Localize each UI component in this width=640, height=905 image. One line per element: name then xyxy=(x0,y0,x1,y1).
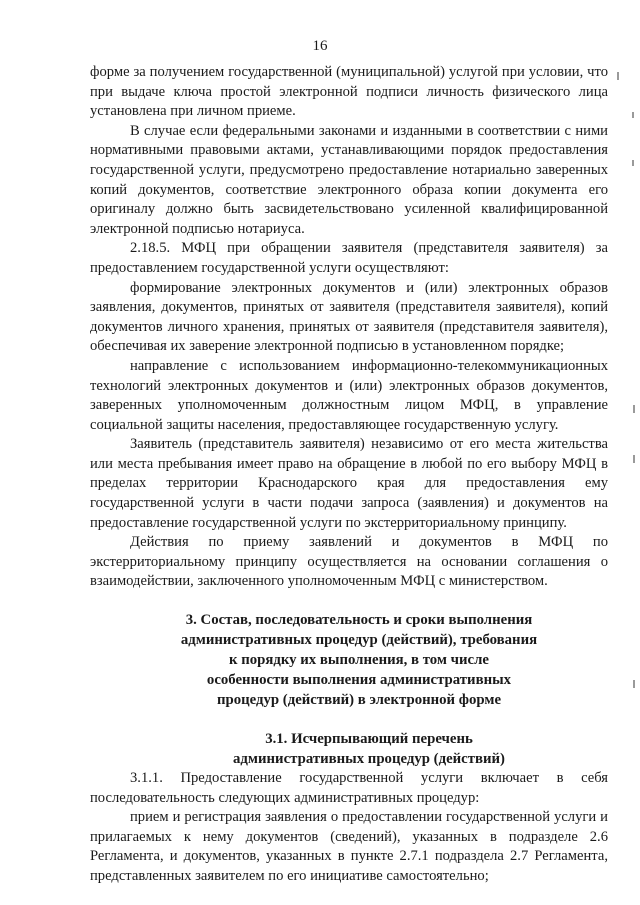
page-number: 16 xyxy=(312,38,328,54)
section-heading-line: процедур (действий) в электронной форме xyxy=(216,692,502,709)
paragraph: направление с использованием информационно-телекоммуникационных технологий электронных документов и (или) электронных образов документов, заверенных уполномоченным должностным лицом МФЦ, в управление социальной защиты населения, предоставляющее государственную услугу. xyxy=(90,357,608,433)
paragraph: 2.18.5. МФЦ при обращении заявителя (представителя заявителя) за предоставлением государственной услуги осуществляют: xyxy=(90,240,608,276)
scan-artifact-mark xyxy=(617,72,619,80)
paragraph: Заявитель (представитель заявителя) независимо от его места жительства или места пребывания имеет право на обращение в любой по его выбору МФЦ в пределах территории Краснодарского края для предоставления ему государственной услуги в части подачи запроса (заявления) и документов на предоставление государственной услуги по экстерриториальному принципу. xyxy=(90,436,608,531)
document-body xyxy=(90,63,608,887)
scan-artifact-mark xyxy=(633,405,635,413)
section-heading-line: к порядку их выполнения, в том числе xyxy=(229,652,489,669)
paragraph: формирование электронных документов и (или) электронных образов заявления, документов, принятых от заявителя (представителя заявителя), копий документов личного хранения, принятых от заявителя (представителя заявителя), обеспечивая их заверение электронной подписью в установленном порядке; xyxy=(90,279,608,355)
paragraph: Действия по приему заявлений и документов в МФЦ по экстерриториальному принципу осуществляется на основании соглашения о взаимодействии, заключенного уполномоченным МФЦ с министерством. xyxy=(90,534,608,590)
section-heading-line: особенности выполнения административных xyxy=(206,672,512,689)
subsection-heading-line: административных процедур (действий) xyxy=(233,751,505,768)
scan-artifact-mark xyxy=(632,112,634,118)
paragraph: В случае если федеральными законами и изданными в соответствии с ними нормативными правовыми актами, устанавливающими порядок предоставления государственной услуги, предусмотрено предоставление нотариально заверенных копий документов, соответствие электронного образа копии документа его оригиналу должно быть засвидетельствовано усиленной квалифицированной электронной подписью нотариуса. xyxy=(90,122,608,237)
paragraph: прием и регистрация заявления о предоставлении государственной услуги и прилагаемых к нему документов (сведений), указанных в подразделе 2.6 Регламента, и документов, указанных в пункте 2.7.1 подраздела 2.7 Регламента, представленных заявителем по его инициативе самостоятельно; xyxy=(90,809,608,884)
scan-artifact-mark xyxy=(633,455,635,463)
section-heading xyxy=(90,610,608,710)
subsection-heading xyxy=(90,729,608,769)
section-heading-line: административных процедур (действий), требования xyxy=(180,632,538,649)
scan-artifact-mark xyxy=(633,680,635,688)
subsection-heading-line: 3.1. Исчерпывающий перечень xyxy=(265,731,473,748)
section-heading-line: 3. Состав, последовательность и сроки выполнения xyxy=(185,612,533,629)
paragraph: 3.1.1. Предоставление государственной услуги включает в себя последовательность следующих административных процедур: xyxy=(90,770,608,806)
paragraph: форме за получением государственной (муниципальной) услугой при условии, что при выдаче ключа простой электронной подписи личность физического лица установлена при личном приеме. xyxy=(90,64,608,120)
scan-artifact-mark xyxy=(632,160,634,166)
